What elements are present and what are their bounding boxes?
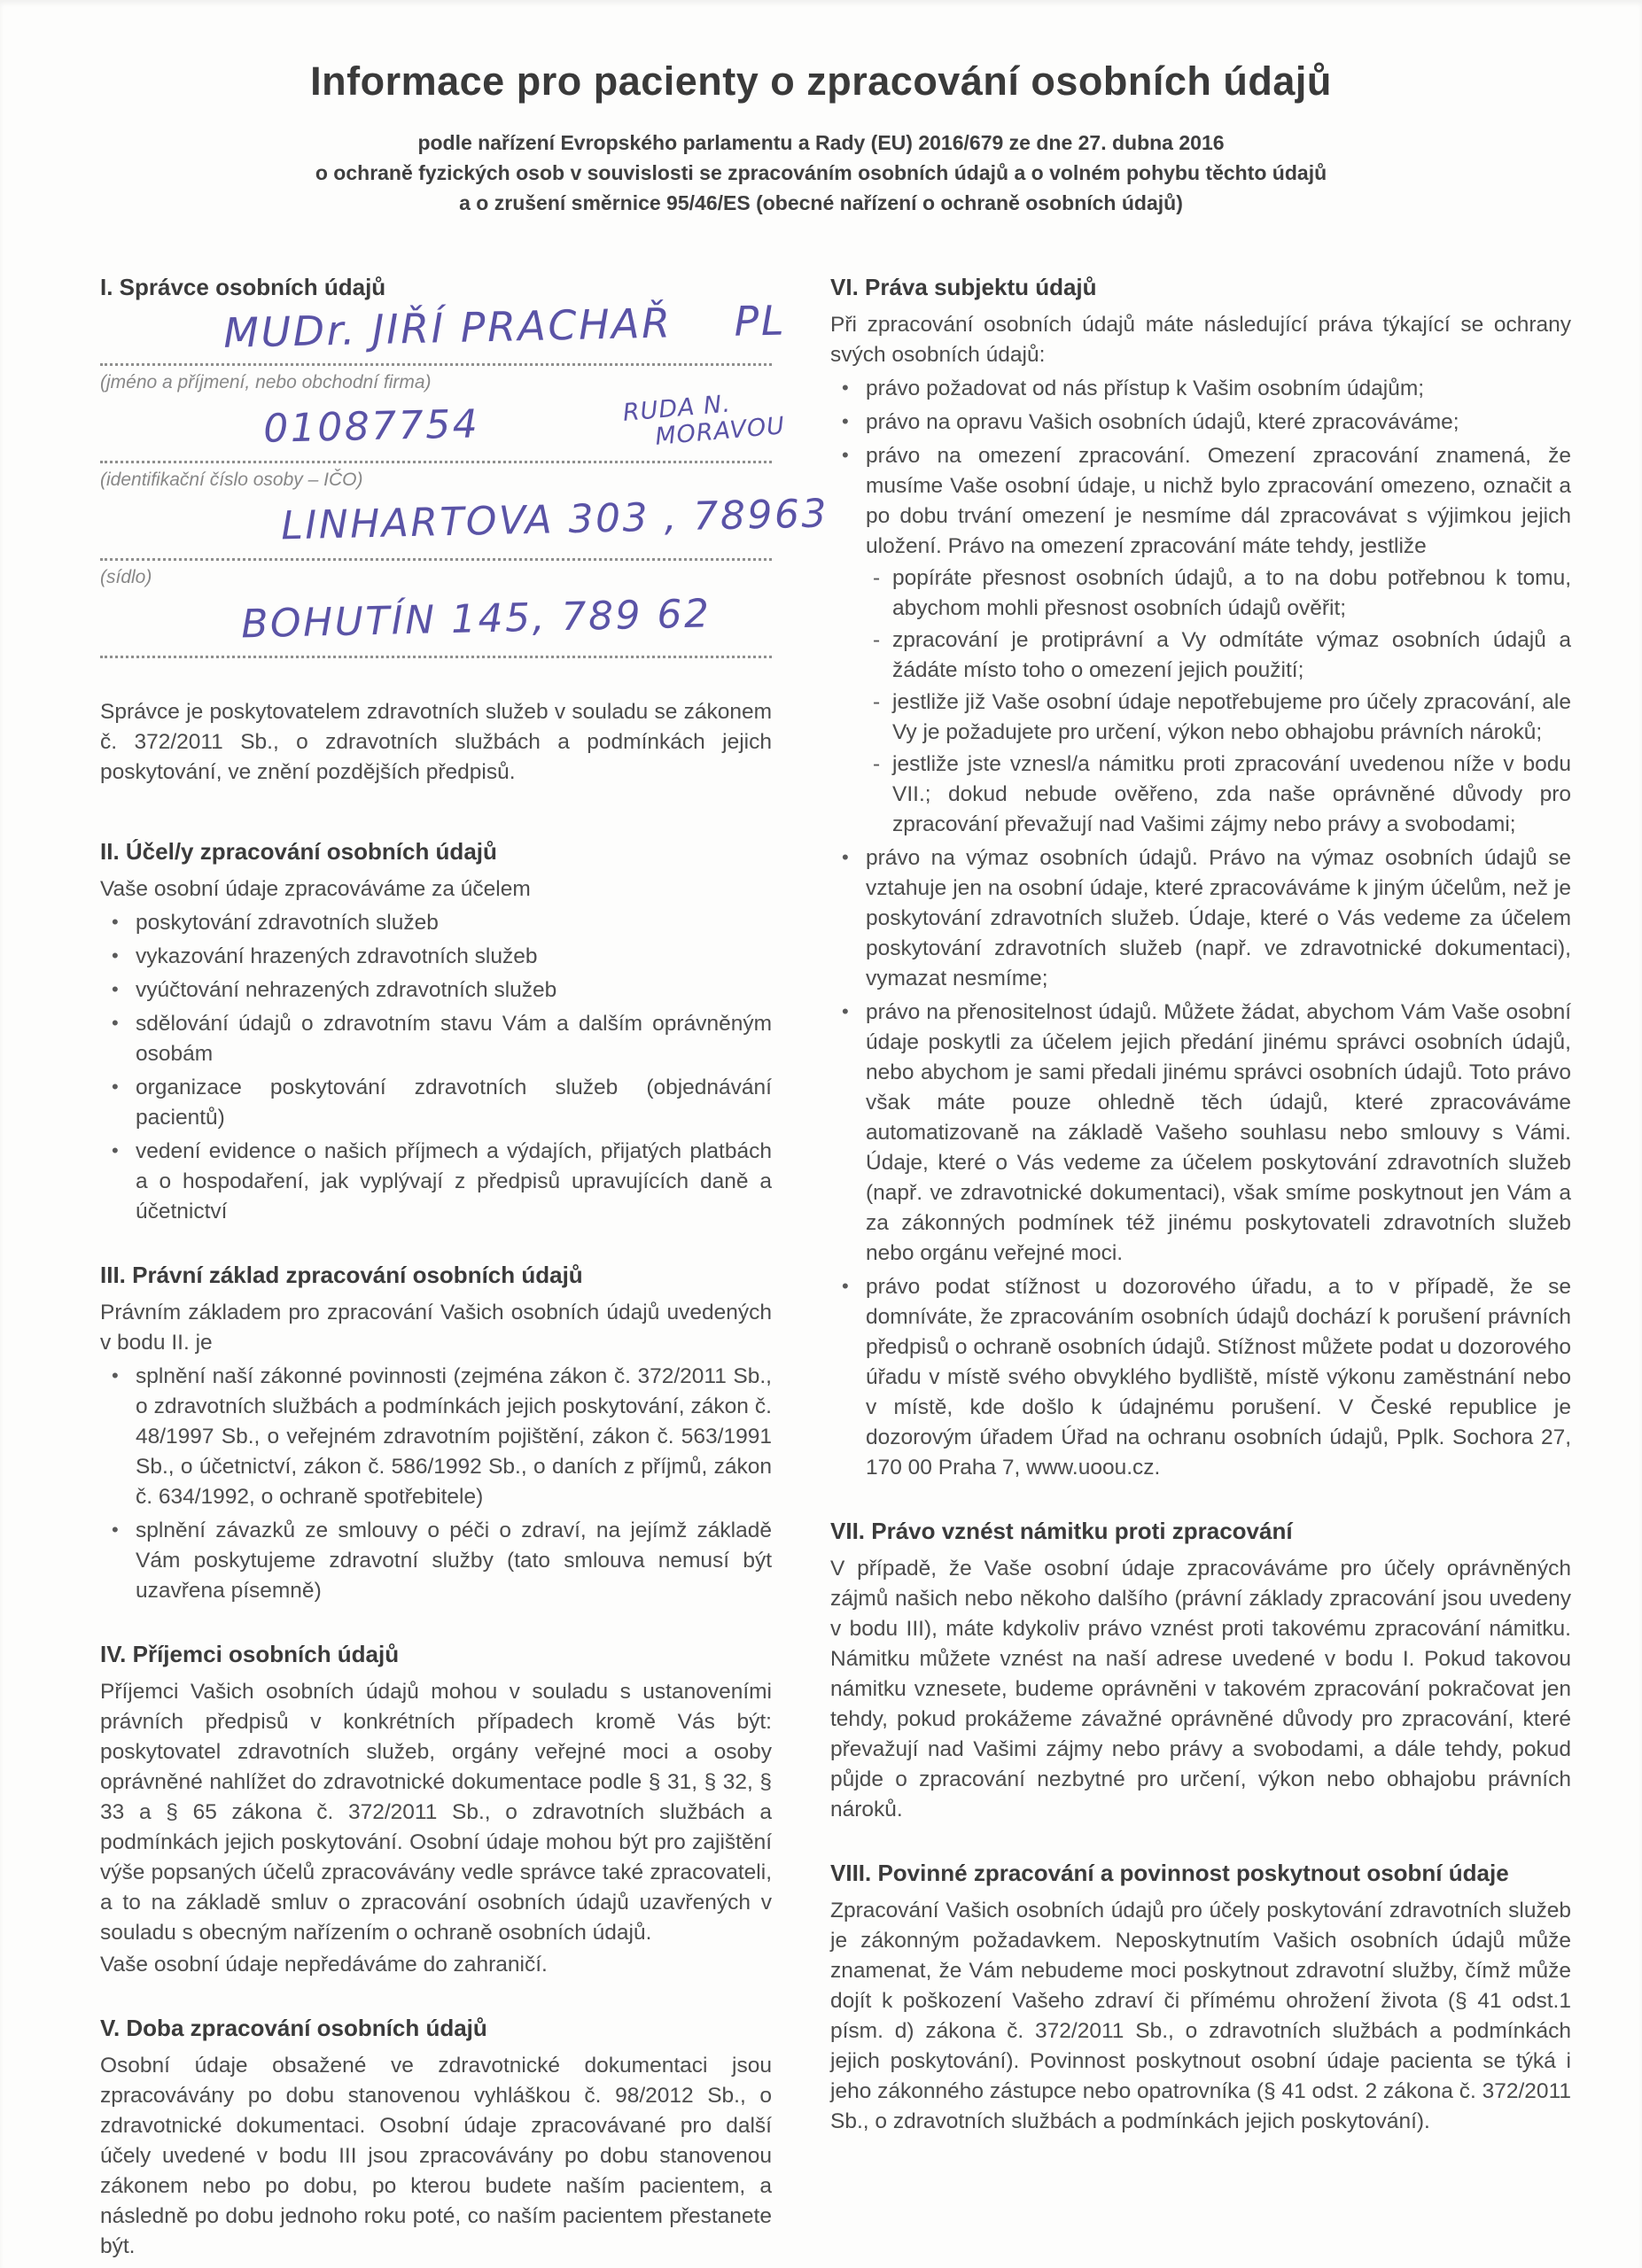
- section-8-paragraph: Zpracování Vašich osobních údajů pro účely poskytování zdravotních služeb je zákonným požadavkem. Neposkytnutím Vašich osobních údajů může znamenat, že Vám nebudeme moci poskytnout zdravotní služby, čímž může dojít k poškození Vašeho zdraví či přímému ohrožení života (§ 41 odst.1 písm. d) zákona č. 372/2011 Sb., o zdravotních službách a podmínkách jejich poskytování). Povinnost poskytnout osobní údaje pacienta se týká i jeho zákonného zástupce nebo opatrovníka (§ 41 odst. 2 zákona č. 372/2011 Sb., o zdravotních službách a podmínkách jejich poskytování).: [830, 1899, 1571, 2133]
- section-6-intro: Při zpracování osobních údajů máte následující práva týkající se ochrany svých osobních údajů:: [830, 313, 1571, 367]
- document-header: [0, 0, 1642, 218]
- sublist-item: - jestliže jste vznesl/a námitku proti zpracování uvedenou níže v bodu VII.; dokud nebude ověřeno, zda naše oprávněné důvody pro zpracování převažují nad Vašimi zájmy nebo právy a svobodami;: [892, 750, 1571, 840]
- section-3-heading: III. Právní základ zpracování osobních údajů: [100, 1262, 583, 1288]
- field-caption-sidlo: (sídlo): [100, 567, 152, 587]
- handwritten-city-line1: RUDA N.: [621, 390, 733, 427]
- list-item: • splnění závazků ze smlouvy o péči o zdraví, na jejímž základě Vám poskytujeme zdravotní služby (tato smlouva nemusí být uzavřena písemně): [136, 1516, 772, 1606]
- handwritten-name-text: MUDr. JIŘÍ PRACHAŘ: [222, 299, 673, 357]
- list-item: • právo na opravu Vašich osobních údajů, které zpracováváme;: [866, 408, 1571, 438]
- right-column: [830, 269, 1571, 2262]
- section-3-intro: Právním základem pro zpracování Vašich osobních údajů uvedených v bodu II. je: [100, 1301, 772, 1355]
- section-2-intro: Vaše osobní údaje zpracováváme za účelem: [100, 877, 531, 901]
- list-item: • právo podat stížnost u dozorového úřadu, a to v případě, že se domníváte, že zpracováním osobních údajů dochází k porušení právních předpisů o ochraně osobních údajů. Stížnost můžete podat u dozorového úřadu v místě svého obvyklého bydliště, místě výkonu zaměstnání nebo v místě, kde došlo k údajnému porušení. V České republice je dozorovým úřadem Úřad na ochranu osobních údajů, Pplk. Sochora 27, 170 00 Praha 7, www.uoou.cz.: [866, 1272, 1571, 1483]
- handwritten-city-line2: MORAVOU: [654, 412, 787, 451]
- section-6-heading: VI. Práva subjektu údajů: [830, 274, 1097, 300]
- section-1-paragraph: Správce je poskytovatelem zdravotních služeb v souladu se zákonem č. 372/2011 Sb., o zdravotních službách a podmínkách jejich poskytování, ve znění pozdějších předpisů.: [100, 700, 772, 784]
- list-item: • vedení evidence o našich příjmech a výdajích, přijatých platbách a o hospodaření, jak vyplývají z předpisů upravujících daně a účetnictví: [136, 1137, 772, 1227]
- section-4-paragraph: Příjemci Vašich osobních údajů mohou v souladu s ustanoveními právních předpisů v konkrétních případech kromě Vás být: poskytovatel zdravotních služeb, orgány veřejné moci a osoby oprávněné nahlížet do zdravotnické dokumentace podle § 31, § 32, § 33 a § 65 zákona č. 372/2011 Sb., o zdravotních službách a podmínkách jejich poskytování. Osobní údaje mohou být pro zajištění výše popsaných účelů zpracovávány vedle správce také zpracovateli, a to na základě smluv o zpracování osobních údajů uzavřených v souladu s obecným nařízením o ochraně osobních údajů.: [100, 1680, 772, 1945]
- dotted-line: [100, 558, 772, 561]
- form-row-ico: [100, 390, 787, 491]
- list-item: • splnění naší zákonné povinnosti (zejména zákon č. 372/2011 Sb., o zdravotních službách a podmínkách jejich poskytování, zákon č. 48/1997 Sb., o veřejném zdravotním pojištění, zákon č. 563/1991 Sb., o účetnictví, zákon č. 586/1992 Sb., o daních z příjmů, zákon č. 634/1992, o ochraně spotřebitele): [136, 1362, 772, 1512]
- list-item: • právo na přenositelnost údajů. Můžete žádat, abychom Vám Vaše osobní údaje poskytli za účelem jejich předání jinému správci osobních údajů, nebo abychom je sami předali jinému správci osobních údajů. Toto právo však máte pouze ohledně těch údajů, které zpracováváme automatizovaně na základě Vašeho souhlasu nebo smlouvy s Vámi. Údaje, které o Vás vedeme za účelem poskytování zdravotních služeb (např. ve zdravotnické dokumentaci), však smíme poskytnout jen Vám a za zákonných podmínek též jinému poskytovateli zdravotních služeb nebo orgánu veřejné moci.: [866, 998, 1571, 1269]
- list-item: • vykazování hrazených zdravotních služeb: [136, 942, 772, 972]
- section-4-heading: IV. Příjemci osobních údajů: [100, 1641, 400, 1667]
- section-6-list: [830, 374, 1571, 1483]
- subtitle-line-3: a o zrušení směrnice 95/46/ES (obecné nařízení o ochraně osobních údajů): [459, 191, 1183, 214]
- page-title: Informace pro pacienty o zpracování osobních údajů: [310, 58, 1332, 104]
- left-column: [100, 269, 829, 2262]
- list-item-text: právo na omezení zpracování. Omezení zpracování znamená, že musíme Vaše osobní údaje, u nichž bylo zpracování omezeno, označit a po dobu trvání omezení je nesmíme dál zpracovávat s výjimkou jejich uložení. Právo na omezení zpracování máte tehdy, jestliže: [866, 444, 1571, 558]
- handwritten-name: [99, 295, 787, 361]
- sublist-item: - zpracování je protiprávní a Vy odmítáte výmaz osobních údajů a žádáte místo toho o omezení jejich použití;: [892, 625, 1571, 686]
- form-row-address2: [100, 591, 772, 658]
- two-column-body: [0, 269, 1642, 2262]
- list-item: • sdělování údajů o zdravotním stavu Vám a dalším oprávněným osobám: [136, 1009, 772, 1069]
- sublist-item: - popíráte přesnost osobních údajů, a to na dobu potřebnou k tomu, abychom mohli přesnost osobních údajů ověřit;: [892, 563, 1571, 624]
- section-1-heading: I. Správce osobních údajů: [100, 274, 386, 300]
- list-item: • organizace poskytování zdravotních služeb (objednávání pacientů): [136, 1073, 772, 1133]
- handwritten-name-suffix: PL: [733, 296, 787, 346]
- list-item: • poskytování zdravotních služeb: [136, 908, 772, 938]
- section-7-paragraph: V případě, že Vaše osobní údaje zpracováváme pro účely oprávněných zájmů našich nebo někoho dalšího (právní základy zpracování jsou uvedeny v bodu III), máte kdykoliv právo vznést proti takovému zpracování námitku. Námitku můžete vznést na naší adrese uvedené v bodu I. Pokud takovou námitku vznesete, budeme oprávněni v takovém zpracování pokračovat jen tehdy, pokud prokážeme závažné oprávněné důvody pro zpracování, které převažují nad Vašimi zájmy nebo právy a svobodami, a dále tehdy, pokud půjde o zpracování nezbytné pro určení, výkon nebo obhajobu právních nároků.: [830, 1557, 1571, 1821]
- section-6-sublist: [866, 563, 1571, 840]
- form-row-name: [100, 296, 787, 393]
- section-8-heading: VIII. Povinné zpracování a povinnost poskytnout osobní údaje: [830, 1860, 1509, 1886]
- subtitle-line-1: podle nařízení Evropského parlamentu a Rady (EU) 2016/679 ze dne 27. dubna 2016: [417, 131, 1225, 154]
- section-4-paragraph-2: Vaše osobní údaje nepředáváme do zahraničí.: [100, 1953, 548, 1977]
- list-item: • právo na výmaz osobních údajů. Právo na výmaz osobních údajů se vztahuje jen na osobní údaje, které zpracováváme k jiným účelům, než je poskytování zdravotních služeb. Údaje, které o Vás vedeme za účelem poskytování zdravotních služeb (např. ve zdravotnické dokumentaci), vymazat nesmíme;: [866, 843, 1571, 994]
- dotted-line: [100, 656, 772, 658]
- dotted-line: [100, 363, 772, 366]
- section-2-heading: II. Účel/y zpracování osobních údajů: [100, 838, 497, 865]
- section-5-heading: V. Doba zpracování osobních údajů: [100, 2015, 487, 2041]
- section-2-list: [100, 908, 772, 1227]
- list-item: • právo požadovat od nás přístup k Vašim osobním údajům;: [866, 374, 1571, 404]
- list-item: [866, 441, 1571, 840]
- sublist-item: - jestliže již Vaše osobní údaje nepotřebujeme pro účely zpracování, ale Vy je požadujete pro určení, výkon nebo obhajobu právních nároků;: [892, 687, 1571, 748]
- form-row-sidlo: [100, 491, 829, 588]
- dotted-line: [100, 461, 772, 463]
- subtitle-line-2: o ochraně fyzických osob v souvislosti se zpracováním osobních údajů a o volném pohybu těchto údajů: [315, 161, 1327, 184]
- handwritten-sidlo: LINHARTOVA 303 , 78963: [280, 491, 829, 549]
- handwritten-address2: BOHUTÍN 145, 789 62: [240, 591, 712, 648]
- field-caption-name: (jméno a příjmení, nebo obchodní firma): [100, 372, 432, 392]
- list-item: • vyúčtování nehrazených zdravotních služeb: [136, 975, 772, 1006]
- section-3-list: [100, 1362, 772, 1606]
- section-7-heading: VII. Právo vznést námitku proti zpracování: [830, 1518, 1293, 1544]
- handwritten-ico: 01087754: [262, 401, 480, 452]
- section-5-paragraph: Osobní údaje obsažené ve zdravotnické dokumentaci jsou zpracovávány po dobu stanovenou vyhláškou č. 98/2012 Sb., o zdravotnické dokumentaci. Osobní údaje zpracovávané pro další účely uvedené v bodu III jsou zpracovávány po dobu stanovenou zákonem nebo po dobu, po kterou budete naším pacientem, a následně po dobu jednoho roku poté, co naším pacientem přestanete být.: [100, 2054, 772, 2258]
- field-caption-ico: (identifikační číslo osoby – IČO): [100, 470, 363, 490]
